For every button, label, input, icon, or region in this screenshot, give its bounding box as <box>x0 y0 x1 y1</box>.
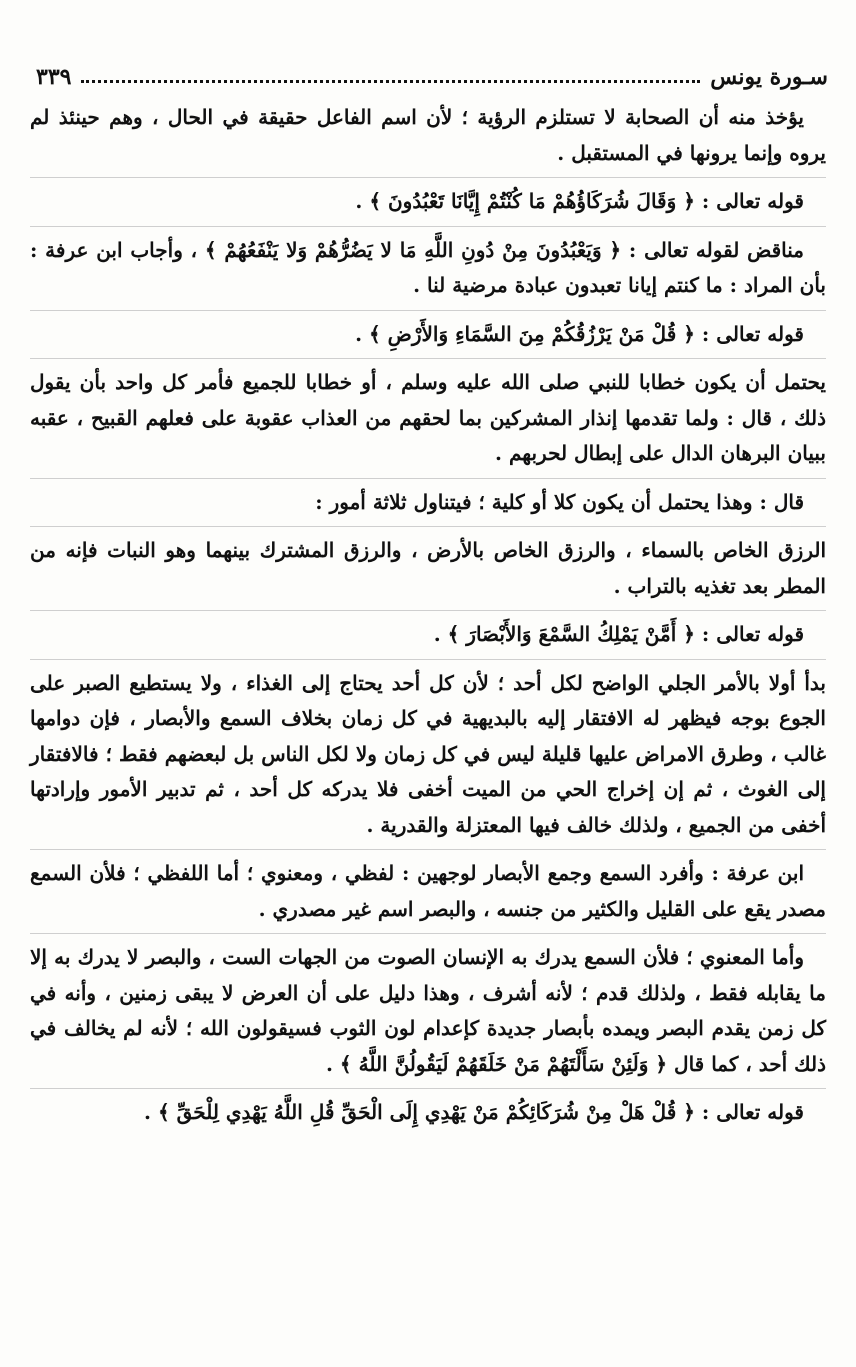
divider <box>30 1088 826 1089</box>
paragraph-commentary: ابن عرفة : وأفرد السمع وجمع الأبصار لوجهين : لفظي ، ومعنوي ؛ أما اللفظي ؛ فلأن السمع مصدر يقع على القليل والكثير من جنسه ، والبصر اسم غير مصدري . <box>30 861 826 921</box>
paragraph-commentary: يحتمل أن يكون خطابا للنبي صلى الله عليه وسلم ، أو خطابا للجميع فأمر كل واحد بأن يقول ذلك ، قال : ولما تقدمها إنذار المشركين بما لحقهم من العذاب عقوبة على فعلهم القبيح ، عقبه ببيان البرهان الدال على إبطال لحربهم . <box>30 370 826 465</box>
divider <box>30 226 826 227</box>
paragraph-commentary: مناقض لقوله تعالى : ﴿ وَيَعْبُدُونَ مِنْ دُونِ اللَّهِ مَا لا يَضُرُّهُمْ وَلا يَنْفَعُهُمْ ﴾ ، وأجاب ابن عرفة : بأن المراد : ما كنتم إيانا تعبدون عبادة مرضية لنا . <box>30 237 826 297</box>
verse-quote: قوله تعالى : ﴿ قُلْ مَنْ يَرْزُقُكُمْ مِنَ السَّمَاءِ وَالأَرْضِ ﴾ . <box>355 321 804 346</box>
divider <box>30 610 826 611</box>
dotted-leader <box>81 80 700 83</box>
running-header <box>36 62 828 92</box>
page-number: ٣٣٩ <box>36 64 72 90</box>
verse-quote: قوله تعالى : ﴿ أَمَّنْ يَمْلِكُ السَّمْعَ وَالأَبْصَارَ ﴾ . <box>433 622 804 646</box>
paragraph-commentary: الرزق الخاص بالسماء ، والرزق الخاص بالأرض ، والرزق المشترك بينهما وهو النبات فإنه من المطر بعد تغذيه بالتراب . <box>30 538 826 598</box>
divider <box>30 478 826 479</box>
verse-quote: قوله تعالى : ﴿ قُلْ هَلْ مِنْ شُرَكَائِكُمْ مَنْ يَهْدِي إِلَى الْحَقِّ قُلِ اللَّهُ يَهْدِي لِلْحَقِّ ﴾ . <box>144 1100 804 1124</box>
divider <box>30 310 826 311</box>
paragraph-commentary: وأما المعنوي ؛ فلأن السمع يدرك به الإنسان الصوت من الجهات الست ، والبصر لا يدرك به إلا ما يقابله فقط ، ولذلك قدم ؛ لأنه أشرف ، وهذا دليل على أن العرض لا يبقى زمنين ، وأنه في كل زمن يقدم البصر ويمده بأبصار جديدة كإعدام لون الثوب فسيقولون الله ؛ لأنه لم يخالف في ذلك أحد ، كما قال ﴿ وَلَئِنْ سَأَلْتَهُمْ مَنْ خَلَقَهُمْ لَيَقُولُنَّ اللَّهُ ﴾ . <box>30 945 826 1076</box>
surah-title: سـورة يونس <box>710 64 828 90</box>
divider <box>30 659 826 660</box>
divider <box>30 933 826 934</box>
divider <box>30 358 826 359</box>
paragraph-intro: يؤخذ منه أن الصحابة لا تستلزم الرؤية ؛ لأن اسم الفاعل حقيقة في الحال ، وهم حينئذ لم يروه وإنما يرونها في المستقبل . <box>30 105 826 165</box>
divider <box>30 849 826 850</box>
divider <box>30 526 826 527</box>
page-body <box>30 100 826 1131</box>
verse-quote: قوله تعالى : ﴿ وَقَالَ شُرَكَاؤُهُمْ مَا كُنْتُمْ إِيَّانَا تَعْبُدُونَ ﴾ . <box>355 189 804 213</box>
divider <box>30 177 826 178</box>
paragraph-commentary: قال : وهذا يحتمل أن يكون كلا أو كلية ؛ فيتناول ثلاثة أمور : <box>315 489 804 514</box>
paragraph-commentary: بدأ أولا بالأمر الجلي الواضح لكل أحد ؛ لأن كل أحد يحتاج إلى الغذاء ، ولا يستطيع الصبر على الجوع بوجه فيظهر له الافتقار إليه بالبديهية في كل زمان بخلاف السمع والأبصار ، فإن دوامها غالب ، وطرق الامراض عليها قليلة ليس في كل زمان ولا لكل الناس بل لبعضهم فقط ؛ فالافتقار إلى الغوث ، ثم إن إخراج الحي من الميت أخفى فلا يدركه كل أحد ، ثم تدبير الأمور وإرادتها أخفى من الجميع ، ولذلك خالف فيها المعتزلة والقدرية . <box>30 670 826 837</box>
